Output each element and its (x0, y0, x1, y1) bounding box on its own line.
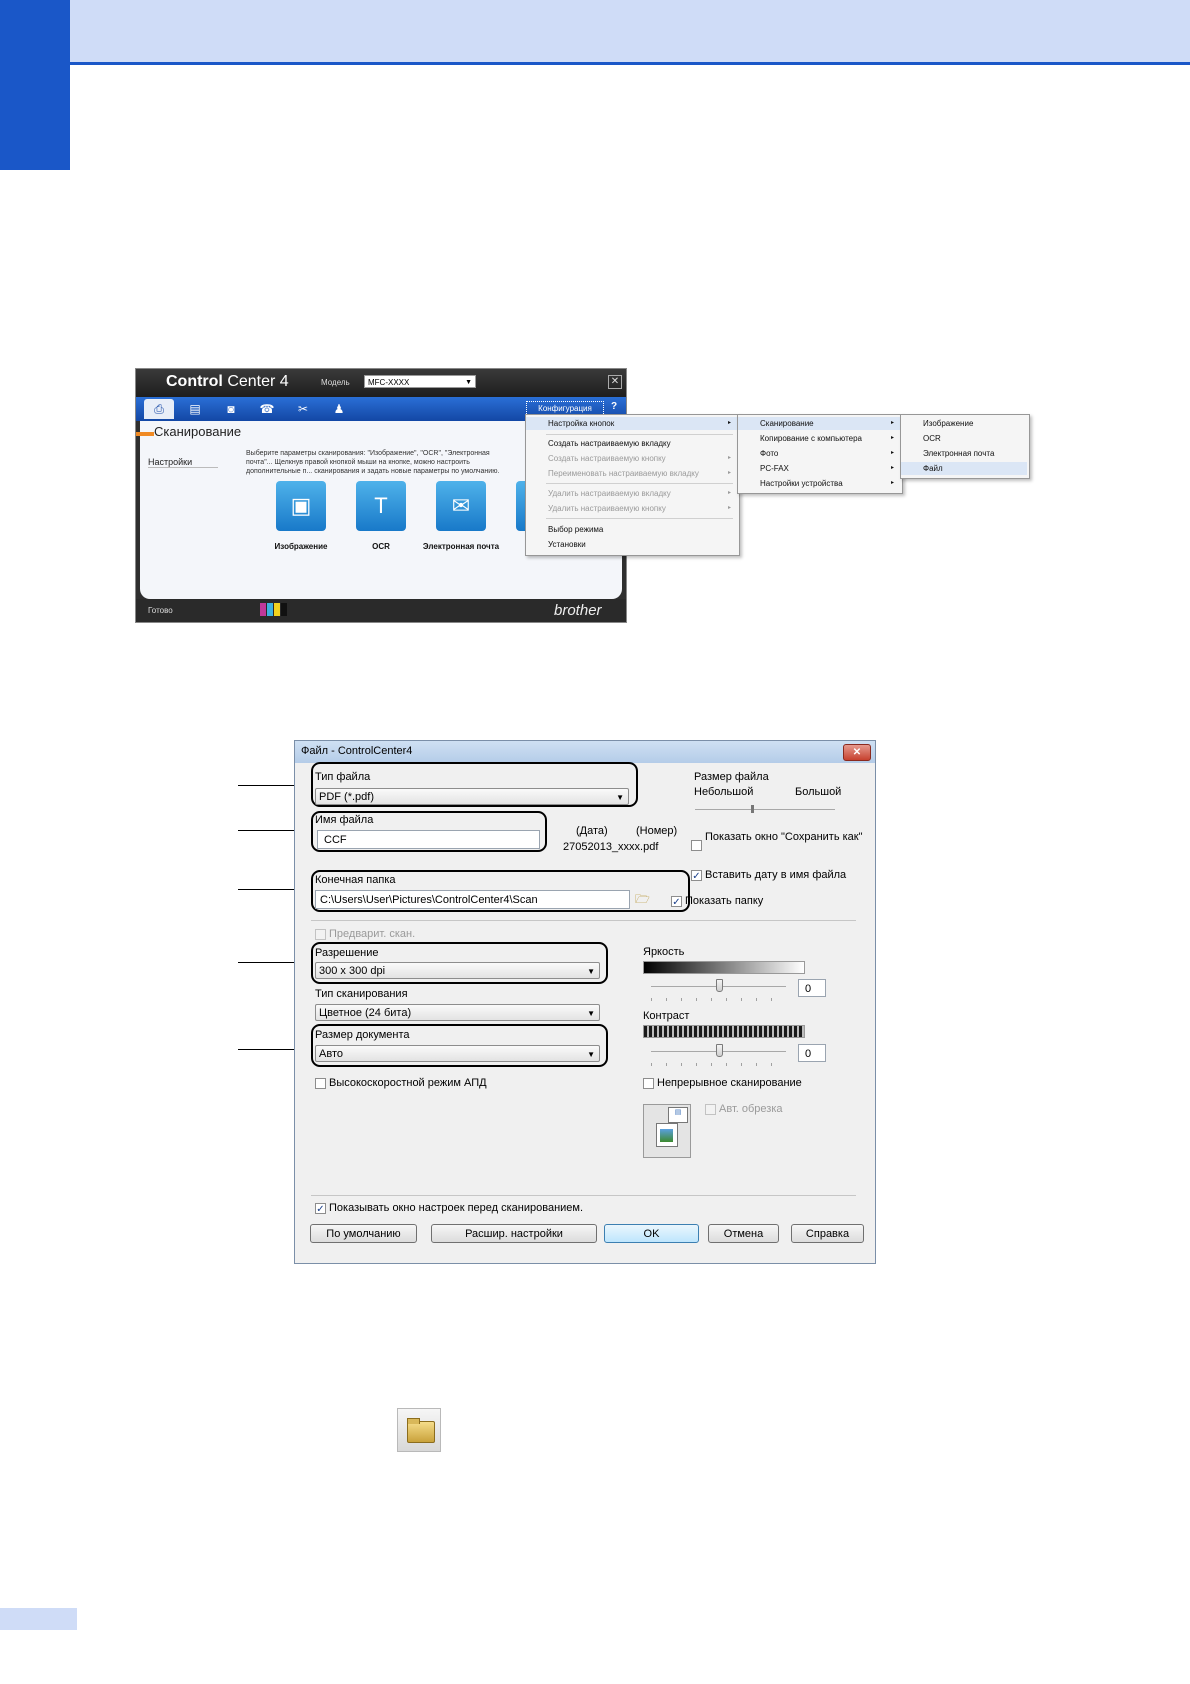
contrast-ticks (651, 1063, 786, 1066)
email-button-label: Электронная почта (422, 542, 500, 551)
file-name-input[interactable]: CCF (317, 830, 540, 849)
doc-size-select[interactable]: Авто ▼ (315, 1045, 600, 1062)
menu-item-delete-tab: Удалить настраиваемую вкладку ▸ (548, 489, 731, 498)
cc-logo: Control Center 4 (166, 373, 289, 390)
menu-item-mode-select[interactable]: Выбор режима (548, 525, 604, 534)
contrast-input[interactable]: 0 (798, 1044, 826, 1062)
prescan-label: Предварит. скан. (329, 928, 416, 940)
ink-yellow (274, 603, 280, 616)
menu-item-rename-tab: Переименовать настраиваемую вкладку ▸ (548, 469, 731, 478)
auto-crop-preview (643, 1104, 691, 1158)
scan-submenu-file[interactable]: Файл (901, 462, 1027, 475)
camera-icon: ◙ (227, 402, 235, 416)
text-icon: T (374, 493, 388, 518)
number-label: (Номер) (636, 825, 678, 837)
envelope-icon: ✉ (451, 493, 471, 518)
resolution-label: Разрешение (315, 947, 379, 959)
ink-black (281, 603, 287, 616)
dialog-title: Файл - ControlCenter4 (301, 745, 413, 757)
file-type-select[interactable]: PDF (*.pdf) ▼ (315, 788, 629, 805)
help-icon[interactable]: ? (610, 401, 618, 412)
cancel-button[interactable]: Отмена (708, 1224, 779, 1243)
show-settings-label: Показывать окно настроек перед сканированием. (329, 1202, 584, 1214)
brightness-slider[interactable] (716, 979, 723, 992)
file-name-label: Имя файла (315, 814, 374, 826)
close-icon[interactable]: ✕ (608, 375, 622, 389)
image-button[interactable] (276, 481, 326, 531)
auto-crop-label: Авт. обрезка (719, 1103, 783, 1115)
submenu-item-device-settings[interactable]: Настройки устройства ▸ (760, 479, 894, 488)
chevron-down-icon: ▼ (616, 793, 624, 802)
divider (311, 1195, 856, 1196)
document-icon: ▤ (668, 1107, 688, 1123)
model-label: Модель (321, 378, 350, 387)
menu-separator (546, 434, 733, 435)
tab-pcfax[interactable] (252, 399, 282, 419)
image-button-label: Изображение (274, 542, 328, 551)
ink-magenta (260, 603, 266, 616)
tools-icon: ✂ (297, 402, 309, 416)
ocr-button-label: OCR (372, 542, 390, 551)
file-name-preview: 27052013_xxxx.pdf (563, 841, 659, 853)
continuous-scan-label: Непрерывное сканирование (657, 1077, 802, 1089)
file-size-label: Размер файла (694, 771, 769, 783)
tab-device-settings[interactable] (288, 399, 318, 419)
tab-pc-copy[interactable] (180, 399, 210, 419)
close-icon[interactable]: ✕ (843, 744, 871, 761)
ok-button[interactable]: OK (604, 1224, 699, 1243)
auto-crop-checkbox (705, 1104, 716, 1115)
brightness-gradient (643, 961, 805, 974)
insert-date-label: Вставить дату в имя файла (705, 869, 847, 881)
submenu-item-photo[interactable]: Фото ▸ (760, 449, 894, 458)
contrast-pattern (643, 1025, 805, 1038)
insert-date-checkbox[interactable]: ✓ (692, 871, 701, 882)
submenu-item-pc-copy[interactable]: Копирование с компьютера ▸ (760, 434, 894, 443)
chapter-tab (0, 0, 70, 170)
email-button[interactable] (436, 481, 486, 531)
ocr-button[interactable] (356, 481, 406, 531)
show-save-as-label: Показать окно "Сохранить как" (705, 831, 863, 843)
chevron-down-icon: ▼ (587, 1009, 595, 1018)
chevron-down-icon: ▼ (587, 967, 595, 976)
brother-logo: brother (554, 602, 602, 619)
chevron-right-icon: ▸ (727, 455, 731, 461)
divider (311, 920, 856, 921)
chevron-right-icon: ▸ (727, 470, 731, 476)
chevron-right-icon: ▸ (727, 505, 731, 511)
menu-item-delete-button: Удалить настраиваемую кнопку ▸ (548, 504, 731, 513)
submenu-item-pcfax[interactable]: PC-FAX ▸ (760, 464, 894, 473)
model-select[interactable]: MFC-XXXX ▼ (364, 375, 476, 388)
default-button[interactable]: По умолчанию (310, 1224, 417, 1243)
scan-type-label: Тип сканирования (315, 988, 408, 1000)
status-bar (136, 599, 626, 622)
menu-item-button-settings[interactable]: Настройка кнопок ▸ (526, 417, 737, 430)
show-folder-label: Показать папку (685, 895, 764, 907)
status-text: Готово (148, 606, 173, 615)
file-size-small: Небольшой (694, 786, 754, 798)
section-marker (136, 432, 154, 436)
menu-item-create-button: Создать настраиваемую кнопку ▸ (548, 454, 731, 463)
section-title: Сканирование (154, 424, 242, 439)
brightness-label: Яркость (643, 946, 685, 958)
file-size-large: Большой (795, 786, 842, 798)
photo-thumbnail (660, 1129, 673, 1142)
document-icon: ▤ (189, 402, 201, 416)
show-folder-checkbox[interactable]: ✓ (672, 897, 681, 908)
chevron-down-icon: ▼ (465, 379, 472, 386)
photo-icon (656, 1123, 678, 1147)
show-settings-checkbox[interactable]: ✓ (316, 1204, 325, 1215)
tab-photo[interactable] (216, 399, 246, 419)
folder-button-illustration (397, 1408, 441, 1452)
resolution-select[interactable]: 300 x 300 dpi ▼ (315, 962, 600, 979)
file-size-track (695, 809, 835, 810)
file-type-label: Тип файла (315, 771, 371, 783)
help-button[interactable]: Справка (791, 1224, 864, 1243)
advanced-settings-button[interactable]: Расшир. настройки (431, 1224, 597, 1243)
brightness-ticks (651, 998, 786, 1001)
file-settings-dialog (294, 740, 876, 1264)
fax-icon: ☎ (259, 402, 275, 416)
config-button[interactable]: Конфигурация (526, 401, 604, 416)
folder-open-icon[interactable]: 🗁 (635, 892, 650, 906)
scan-type-select[interactable]: Цветное (24 бита) ▼ (315, 1004, 600, 1021)
ink-cyan (267, 603, 273, 616)
scan-submenu-image[interactable]: Изображение (923, 419, 974, 428)
contrast-slider[interactable] (716, 1044, 723, 1057)
config-menu (525, 414, 740, 556)
menu-separator (546, 518, 733, 519)
contrast-label: Контраст (643, 1010, 690, 1022)
high-speed-adf-checkbox[interactable] (315, 1078, 326, 1089)
image-icon: ▣ (290, 493, 312, 518)
high-speed-adf-label: Высокоскоростной режим АПД (329, 1077, 487, 1089)
scan-submenu (900, 414, 1030, 479)
button-settings-submenu (737, 414, 903, 494)
page-footer-tab (0, 1608, 77, 1630)
page-header-band (0, 0, 1190, 65)
chevron-right-icon: ▸ (727, 420, 731, 426)
tab-support[interactable] (324, 399, 354, 419)
show-save-as-checkbox[interactable] (691, 840, 702, 851)
user-icon: ♟ (333, 402, 345, 416)
scan-submenu-email[interactable]: Электронная почта (923, 449, 995, 458)
prescan-checkbox (315, 929, 326, 940)
menu-item-preferences[interactable]: Установки (548, 540, 586, 549)
tab-scan[interactable] (144, 399, 174, 419)
file-size-slider[interactable] (751, 805, 754, 813)
doc-size-label: Размер документа (315, 1029, 410, 1041)
folder-icon (407, 1421, 435, 1443)
menu-item-create-tab[interactable]: Создать настраиваемую вкладку (548, 439, 671, 448)
chevron-right-icon: ▸ (890, 435, 894, 441)
continuous-scan-checkbox[interactable] (643, 1078, 654, 1089)
chevron-right-icon: ▸ (890, 480, 894, 486)
scan-submenu-ocr[interactable]: OCR (923, 434, 941, 443)
dest-folder-input[interactable]: C:\Users\User\Pictures\ControlCenter4\Scan (315, 890, 630, 909)
section-description: Выберите параметры сканирования: "Изображение", "OCR", "Электронная почта"... Щелкнув правой кнопкой мыши на кнопке, можно настроить дополнительные п... сканирования и задать новые параметры по умолчанию. (246, 450, 500, 475)
date-label: (Дата) (576, 825, 608, 837)
settings-link[interactable]: Настройки (148, 457, 218, 468)
submenu-item-scan[interactable]: Сканирование ▸ (738, 417, 900, 430)
scanner-icon: ⎙ (154, 402, 164, 416)
chevron-right-icon: ▸ (890, 420, 894, 426)
chevron-down-icon: ▼ (587, 1050, 595, 1059)
chevron-right-icon: ▸ (890, 465, 894, 471)
chevron-right-icon: ▸ (727, 490, 731, 496)
brightness-input[interactable]: 0 (798, 979, 826, 997)
menu-separator (546, 483, 733, 484)
chevron-right-icon: ▸ (890, 450, 894, 456)
dest-folder-label: Конечная папка (315, 874, 396, 886)
folder-tab-shape (407, 1418, 420, 1424)
